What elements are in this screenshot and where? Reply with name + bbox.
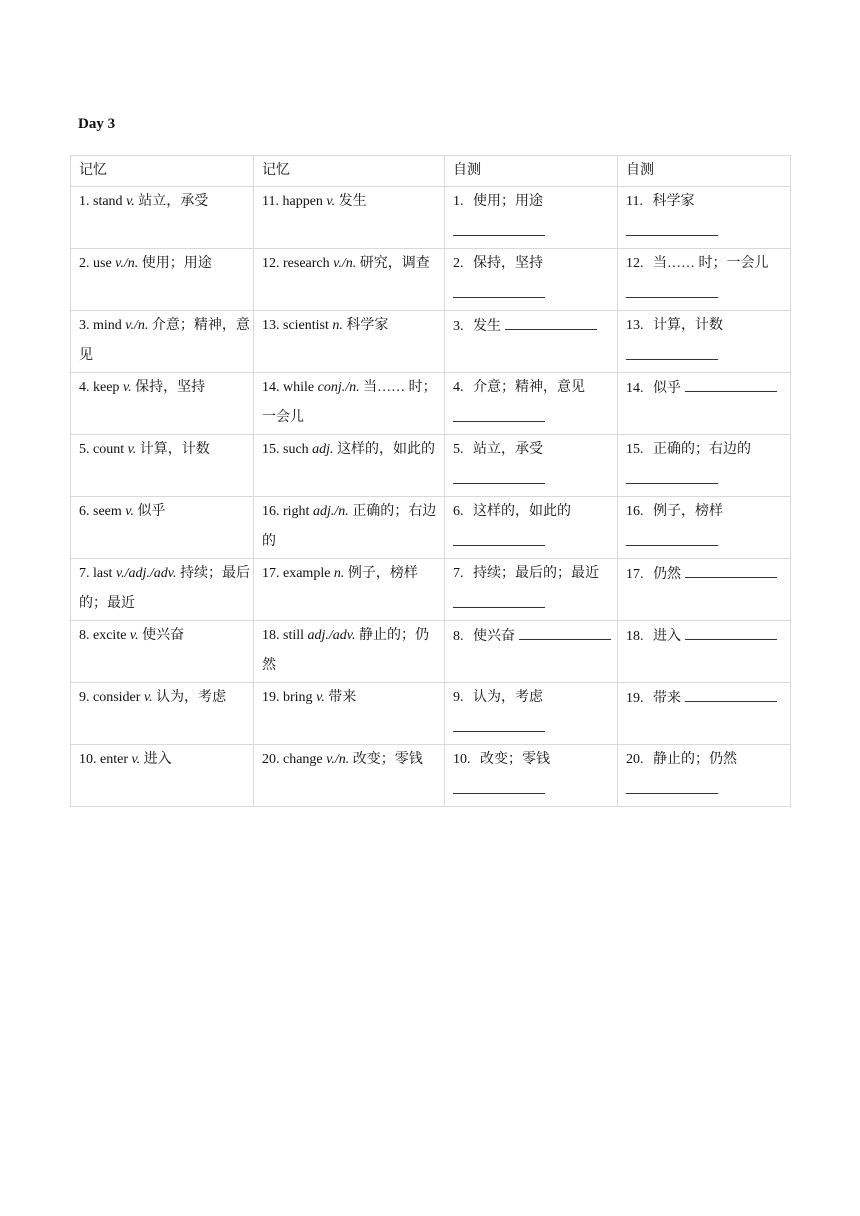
answer-blank[interactable] <box>505 311 597 330</box>
word-meaning: 介意；精神，意见 <box>79 318 250 363</box>
table-row <box>71 621 791 683</box>
vocab-word: keep <box>93 380 120 395</box>
self-test-cell <box>445 497 618 559</box>
test-prompt: 进入 <box>653 629 681 644</box>
item-number: 17. <box>262 566 280 581</box>
self-test-cell <box>618 497 791 559</box>
test-prompt: 带来 <box>653 691 681 706</box>
answer-blank[interactable] <box>453 527 545 546</box>
test-prompt: 介意；精神，意见 <box>473 380 585 395</box>
memory-cell <box>71 373 254 435</box>
item-number: 13. <box>262 318 280 333</box>
vocab-word: such <box>283 442 309 457</box>
memory-cell <box>254 497 445 559</box>
item-number: 1. <box>453 194 464 209</box>
item-number: 8. <box>453 629 464 644</box>
memory-cell <box>71 683 254 745</box>
item-number: 11. <box>262 194 279 209</box>
answer-blank[interactable] <box>626 279 718 298</box>
test-prompt: 保持，坚持 <box>473 256 543 271</box>
part-of-speech: v. <box>326 194 336 209</box>
self-test-cell <box>618 249 791 311</box>
part-of-speech: v./n. <box>333 256 357 271</box>
self-test-cell <box>445 187 618 249</box>
item-number: 8. <box>79 628 90 643</box>
table-row <box>71 745 791 807</box>
test-prompt: 例子，榜样 <box>653 504 723 519</box>
test-prompt: 静止的；仍然 <box>653 752 737 767</box>
part-of-speech: v. <box>125 504 134 519</box>
self-test-cell <box>445 311 618 373</box>
part-of-speech: v. <box>143 690 153 705</box>
self-test-cell <box>445 435 618 497</box>
column-header-self-test: 自测 <box>618 156 791 187</box>
part-of-speech: adj./adv. <box>307 628 356 643</box>
vocab-word: excite <box>93 628 127 643</box>
vocab-word: enter <box>100 752 128 767</box>
self-test-cell <box>445 745 618 807</box>
word-meaning: 静止的；仍然 <box>262 628 429 673</box>
word-meaning: 研究，调查 <box>359 256 430 271</box>
answer-blank[interactable] <box>453 775 545 794</box>
table-row <box>71 435 791 497</box>
word-meaning: 当…… 时；一会儿 <box>262 380 437 425</box>
answer-blank[interactable] <box>453 589 545 608</box>
item-number: 9. <box>79 690 90 705</box>
test-prompt: 使兴奋 <box>473 629 515 644</box>
word-meaning: 似乎 <box>137 504 166 519</box>
item-number: 18. <box>262 628 280 643</box>
item-number: 6. <box>79 504 90 519</box>
test-prompt: 计算，计数 <box>653 318 723 333</box>
word-meaning: 持续；最后的；最近 <box>79 566 250 611</box>
answer-blank[interactable] <box>626 465 718 484</box>
self-test-cell <box>445 249 618 311</box>
memory-cell <box>254 683 445 745</box>
memory-cell <box>71 497 254 559</box>
self-test-cell <box>618 187 791 249</box>
test-prompt: 这样的，如此的 <box>473 504 571 519</box>
item-number: 14. <box>262 380 280 395</box>
vocab-word: mind <box>93 318 122 333</box>
memory-cell <box>254 187 445 249</box>
item-number: 9. <box>453 690 464 705</box>
word-meaning: 计算，计数 <box>139 442 210 457</box>
self-test-cell <box>618 745 791 807</box>
item-number: 20. <box>262 752 280 767</box>
item-number: 15. <box>626 442 644 457</box>
test-prompt: 正确的；右边的 <box>653 442 751 457</box>
test-prompt: 站立，承受 <box>473 442 543 457</box>
table-row <box>71 373 791 435</box>
answer-blank[interactable] <box>453 279 545 298</box>
item-number: 1. <box>79 194 90 209</box>
word-meaning: 认为，考虑 <box>156 690 227 705</box>
vocab-word: research <box>283 256 330 271</box>
answer-blank[interactable] <box>626 217 718 236</box>
vocab-table <box>70 155 791 807</box>
test-prompt: 发生 <box>473 319 501 334</box>
table-row <box>71 311 791 373</box>
answer-blank[interactable] <box>626 775 718 794</box>
vocab-word: stand <box>93 194 123 209</box>
test-prompt: 仍然 <box>653 567 681 582</box>
item-number: 6. <box>453 504 464 519</box>
part-of-speech: v./adj./adv. <box>115 566 177 581</box>
answer-blank[interactable] <box>453 403 545 422</box>
item-number: 16. <box>626 504 644 519</box>
memory-cell <box>71 745 254 807</box>
part-of-speech: v. <box>126 194 135 209</box>
vocab-word: while <box>283 380 315 395</box>
item-number: 10. <box>453 752 471 767</box>
item-number: 13. <box>626 318 644 333</box>
vocab-word: happen <box>282 194 323 209</box>
answer-blank[interactable] <box>685 621 777 640</box>
vocab-word: count <box>93 442 125 457</box>
part-of-speech: v. <box>316 690 325 705</box>
self-test-cell <box>618 683 791 745</box>
day-title: Day 3 <box>78 116 116 132</box>
test-prompt: 科学家 <box>652 194 695 209</box>
memory-cell <box>71 621 254 683</box>
test-prompt: 使用；用途 <box>473 194 543 209</box>
answer-blank[interactable] <box>685 559 777 578</box>
table-row <box>71 187 791 249</box>
vocab-word: scientist <box>283 318 329 333</box>
answer-blank[interactable] <box>626 341 718 360</box>
part-of-speech: adj. <box>312 442 334 457</box>
self-test-cell <box>618 435 791 497</box>
item-number: 3. <box>453 319 464 334</box>
item-number: 14. <box>626 381 644 396</box>
memory-cell <box>71 187 254 249</box>
part-of-speech: v. <box>129 628 139 643</box>
self-test-cell <box>445 683 618 745</box>
memory-cell <box>254 435 445 497</box>
vocab-word: still <box>283 628 305 643</box>
vocab-word: right <box>283 504 310 519</box>
self-test-cell <box>445 373 618 435</box>
memory-cell <box>254 559 445 621</box>
part-of-speech: v. <box>122 380 132 395</box>
word-meaning: 例子，榜样 <box>347 566 418 581</box>
item-number: 15. <box>262 442 280 457</box>
memory-cell <box>71 249 254 311</box>
table-row <box>71 683 791 745</box>
part-of-speech: v./n. <box>125 318 149 333</box>
item-number: 4. <box>453 380 464 395</box>
item-number: 7. <box>79 566 90 581</box>
self-test-cell <box>618 621 791 683</box>
item-number: 2. <box>79 256 90 271</box>
vocab-word: change <box>283 752 323 767</box>
item-number: 5. <box>453 442 464 457</box>
word-meaning: 带来 <box>328 690 357 705</box>
word-meaning: 使用；用途 <box>141 256 212 271</box>
word-meaning: 这样的，如此的 <box>337 442 436 457</box>
vocab-word: use <box>93 256 112 271</box>
vocab-word: bring <box>283 690 313 705</box>
column-header-memory: 记忆 <box>71 156 254 187</box>
header-row <box>71 156 791 187</box>
table-row <box>71 559 791 621</box>
item-number: 18. <box>626 629 644 644</box>
table-row <box>71 249 791 311</box>
item-number: 19. <box>626 691 644 706</box>
part-of-speech: v./n. <box>326 752 350 767</box>
test-prompt: 持续；最后的；最近 <box>473 566 599 581</box>
self-test-cell <box>445 559 618 621</box>
memory-cell <box>71 435 254 497</box>
word-meaning: 正确的；右边的 <box>262 504 437 549</box>
item-number: 20. <box>626 752 644 767</box>
word-meaning: 发生 <box>338 194 367 209</box>
item-number: 11. <box>626 194 643 209</box>
item-number: 16. <box>262 504 280 519</box>
item-number: 5. <box>79 442 90 457</box>
item-number: 10. <box>79 752 97 767</box>
part-of-speech: v./n. <box>115 256 139 271</box>
answer-blank[interactable] <box>453 465 545 484</box>
test-prompt: 当…… 时；一会儿 <box>653 256 769 271</box>
test-prompt: 改变；零钱 <box>480 752 550 767</box>
item-number: 2. <box>453 256 464 271</box>
memory-cell <box>254 311 445 373</box>
test-prompt: 似乎 <box>653 381 681 396</box>
self-test-cell <box>618 559 791 621</box>
memory-cell <box>71 311 254 373</box>
answer-blank[interactable] <box>453 217 545 236</box>
part-of-speech: n. <box>332 318 343 333</box>
self-test-cell <box>618 311 791 373</box>
answer-blank[interactable] <box>685 683 777 702</box>
answer-blank[interactable] <box>685 373 777 392</box>
part-of-speech: adj./n. <box>312 504 349 519</box>
item-number: 12. <box>262 256 280 271</box>
item-number: 19. <box>262 690 280 705</box>
item-number: 4. <box>79 380 90 395</box>
self-test-cell <box>618 373 791 435</box>
memory-cell <box>254 745 445 807</box>
word-meaning: 保持，坚持 <box>135 380 206 395</box>
part-of-speech: conj./n. <box>317 380 360 395</box>
column-header-self-test: 自测 <box>445 156 618 187</box>
vocab-word: example <box>283 566 331 581</box>
item-number: 7. <box>453 566 464 581</box>
item-number: 17. <box>626 567 644 582</box>
word-meaning: 改变；零钱 <box>352 752 423 767</box>
part-of-speech: v. <box>131 752 141 767</box>
word-meaning: 科学家 <box>346 318 389 333</box>
vocab-word: seem <box>93 504 122 519</box>
part-of-speech: v. <box>127 442 137 457</box>
answer-blank[interactable] <box>519 621 611 640</box>
memory-cell <box>254 373 445 435</box>
memory-cell <box>71 559 254 621</box>
vocab-word: consider <box>93 690 141 705</box>
word-meaning: 使兴奋 <box>142 628 185 643</box>
word-meaning: 进入 <box>143 752 172 767</box>
column-header-memory: 记忆 <box>254 156 445 187</box>
test-prompt: 认为，考虑 <box>473 690 543 705</box>
answer-blank[interactable] <box>626 527 718 546</box>
item-number: 12. <box>626 256 644 271</box>
answer-blank[interactable] <box>453 713 545 732</box>
part-of-speech: n. <box>333 566 345 581</box>
vocab-word: last <box>93 566 113 581</box>
memory-cell <box>254 249 445 311</box>
item-number: 3. <box>79 318 90 333</box>
memory-cell <box>254 621 445 683</box>
word-meaning: 站立，承受 <box>138 194 209 209</box>
table-row <box>71 497 791 559</box>
self-test-cell <box>445 621 618 683</box>
